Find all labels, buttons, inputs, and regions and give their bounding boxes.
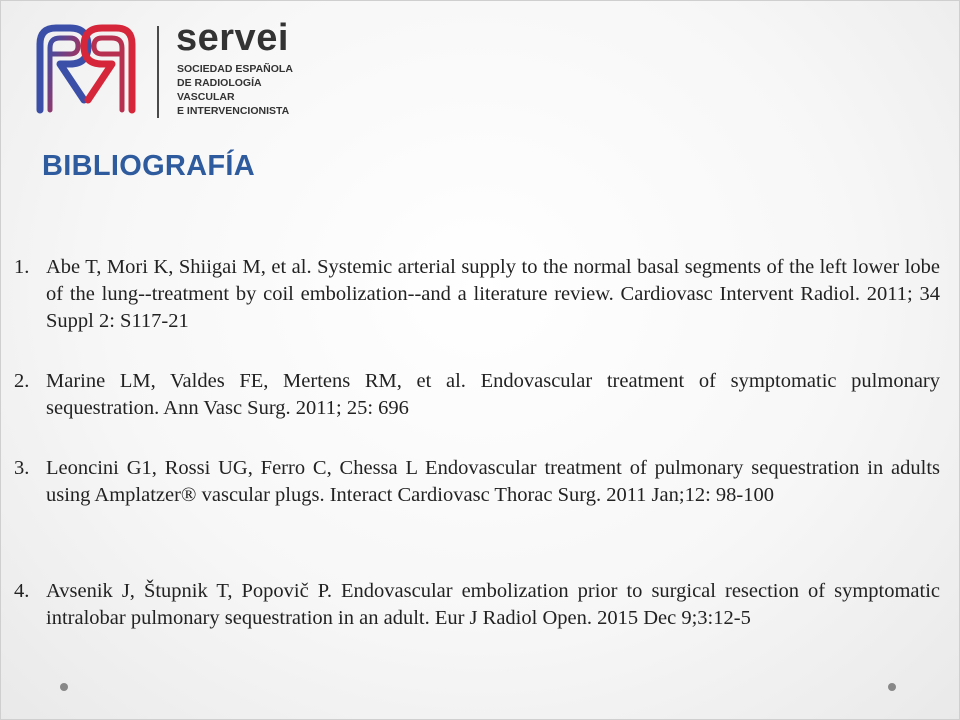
reference-item	[14, 368, 940, 422]
logo-subtitle-line: E INTERVENCIONISTA	[177, 105, 290, 117]
decorative-dot-icon	[888, 683, 896, 691]
reference-number: 4.	[14, 580, 30, 602]
reference-text: Leoncini G1, Rossi UG, Ferro C, Chessa L Endovascular treatment of pulmonary sequestration in adults using Amplatzer® vascular plugs. Interact Cardiovasc Thorac Surg. 2011 Jan;12: 98-100	[46, 457, 940, 506]
reference-text: Abe T, Mori K, Shiigai M, et al. Systemic arterial supply to the normal basal segments of the left lower lobe of the lung--treatment by coil embolization--and a literature review. Cardiovasc Intervent Radiol. 2011; 34 Suppl 2: S117-21	[46, 256, 940, 332]
servei-logo-mark-icon	[30, 22, 142, 114]
logo-subtitle-line: VASCULAR	[177, 91, 235, 103]
logo-wordmark: servei	[176, 17, 289, 59]
reference-item	[14, 455, 940, 509]
reference-text: Avsenik J, Štupnik T, Popovič P. Endovascular embolization prior to surgical resection of symptomatic intralobar pulmonary sequestration in an adult. Eur J Radiol Open. 2015 Dec 9;3:12-5	[46, 580, 940, 629]
reference-number: 3.	[14, 457, 30, 479]
reference-item	[14, 254, 940, 335]
page-title: BIBLIOGRAFÍA	[42, 150, 256, 182]
reference-number: 1.	[14, 256, 30, 278]
servei-logo	[30, 17, 330, 122]
reference-item	[14, 578, 940, 632]
logo-subtitle-line: DE RADIOLOGÍA	[177, 77, 262, 89]
reference-number: 2.	[14, 370, 30, 392]
reference-text: Marine LM, Valdes FE, Mertens RM, et al. Endovascular treatment of symptomatic pulmonary sequestration. Ann Vasc Surg. 2011; 25: 696	[46, 370, 940, 419]
decorative-dot-icon	[60, 683, 68, 691]
logo-subtitle	[177, 62, 293, 118]
logo-subtitle-line: SOCIEDAD ESPAÑOLA	[177, 63, 293, 75]
logo-divider	[157, 26, 159, 118]
